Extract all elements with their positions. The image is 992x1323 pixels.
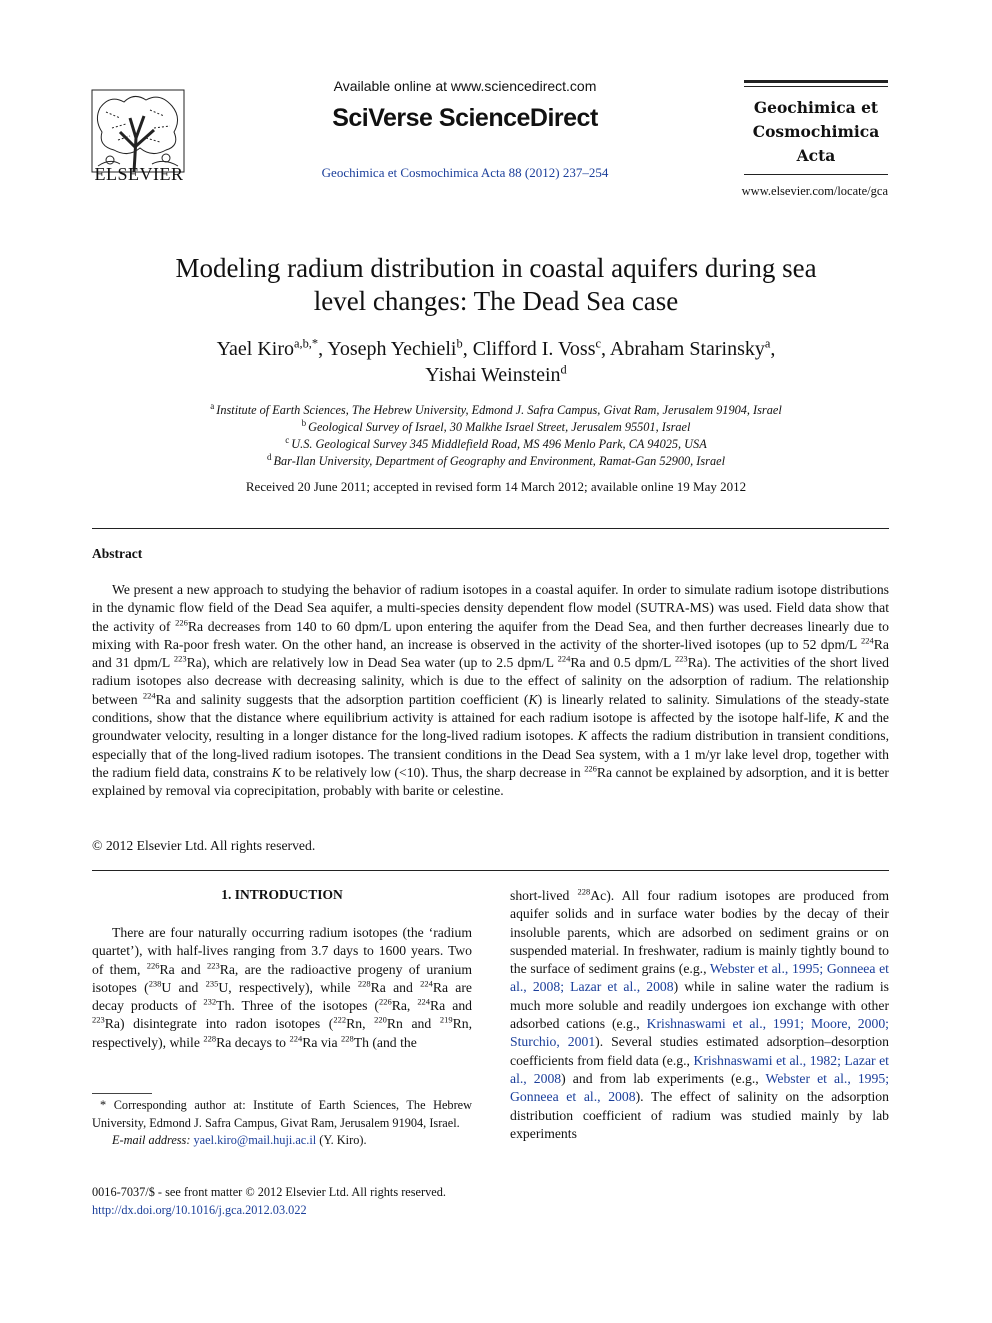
author-affiliation-marker: c bbox=[595, 336, 601, 351]
abstract-body: We present a new approach to studying the behavior of radium isotopes in a coastal aquifer. In order to simulate radium isotope distributions in the dynamic flow field of the Dead Sea aquifer, a multi-species density dependent flow model (SUTRA-MS) was used. Field data show that the activity of $^{226}$Ra decreases from 140 to 60 dpm/L upon entering the aquifer from the Dead Sea, and then further decreases linearly due to mixing with Ra-poor fresh water. On the other hand, an increase is observed in the activity of the shorter-lived isotopes (up to 52 dpm/L $^{224}$Ra and 31 dpm/L $^{223}$Ra), which are relatively low in Dead Sea water (up to 2.5 dpm/L $^{224}$Ra and 0.5 dpm/L $^{223}$Ra). The activities of the short lived radium isotopes also decrease with decreasing salinity, which is due to the effect of salinity on the adsorption of radium. The relationship between $^{224}$Ra and salinity suggests that the adsorption partition coefficient (K) is linearly related to salinity. Simulations of the steady-state conditions, show that the distance where equilibrium activity is attained for each radium isotope is affected by the isotope half-life, K and the groundwater velocity, resulting in a longer distance for the long-lived radium isotopes. K affects the radium distribution in transient conditions, especially that of the long-lived radium isotopes. The transient conditions in the Dead Sea system, with a 1 m/yr lake level drop, together with the radium field data, constrains K to be relatively low (<10). Thus, the sharp decrease in $^{226}$Ra cannot be explained by adsorption, and it is better explained by removal via coprecipitation, probably with barite or celestine. bbox=[92, 582, 890, 799]
author-name: Yishai Weinstein bbox=[425, 364, 561, 386]
citation-link[interactable]: Webster et al., 1995; Gonneea et al., 2008 bbox=[510, 1070, 889, 1105]
citation-link[interactable]: Krishnaswami et al., 1982; Lazar et al., 2008 bbox=[510, 1052, 889, 1086]
abstract-top-rule bbox=[92, 528, 889, 529]
article-title-line1: Modeling radium distribution in coastal aquifers during sea bbox=[175, 253, 817, 283]
journal-url[interactable]: www.elsevier.com/locate/gca bbox=[741, 184, 888, 198]
doi-link[interactable]: http://dx.doi.org/10.1016/j.gca.2012.03.022 bbox=[92, 1202, 307, 1217]
article-title-line2: level changes: The Dead Sea case bbox=[313, 286, 679, 316]
affiliation-text: Bar-Ilan University, Department of Geography and Environment, Ramat-Gan 52900, Israel bbox=[273, 454, 725, 468]
journal-rule-thick bbox=[744, 80, 888, 83]
received-dates: Received 20 June 2011; accepted in revised form 14 March 2012; available online 19 May 2012 bbox=[245, 479, 747, 494]
author-affiliation-marker: a bbox=[764, 336, 771, 351]
section-heading-introduction: 1. INTRODUCTION bbox=[221, 887, 343, 902]
footnote-star: * bbox=[100, 1098, 107, 1112]
affiliation bbox=[100, 436, 892, 453]
author-separator: , bbox=[601, 338, 610, 360]
journal-citation-link[interactable]: Geochimica et Cosmochimica Acta 88 (2012) 237–254 bbox=[321, 165, 609, 180]
citation-link[interactable]: Webster et al., 1995; Gonneea et al., 2008; Lazar et al., 2008 bbox=[510, 961, 889, 995]
email-label: E-mail address: bbox=[112, 1133, 191, 1147]
intro-left-column: There are four naturally occurring radium isotopes (the ‘radium quartet’), with half-lives ranging from 3.7 days to 1600 years. Two of them, $^{226}$Ra and $^{223}$Ra, are the radioactive progeny of uranium isotopes ($^{238}$U and $^{235}$U, respectively), while $^{228}$Ra and $^{224}$Ra are decay products of $^{232}$Th. Three of the isotopes ($^{226}$Ra, $^{224}$Ra and $^{223}$Ra) disintegrate into radon isotopes ($^{222}$Rn, $^{220}$Rn and $^{219}$Rn, respectively), while $^{228}$Ra decays to $^{224}$Ra via $^{228}$Th (and the bbox=[92, 925, 473, 1050]
author-name: Abraham Starinsky bbox=[609, 338, 765, 360]
corresponding-author-footnote bbox=[92, 1097, 472, 1150]
journal-title-line3: Acta bbox=[796, 146, 836, 165]
journal-title-line2: Cosmochimica bbox=[752, 122, 880, 141]
available-online-text: Available online at www.sciencedirect.com bbox=[333, 78, 597, 94]
affiliation-text: Geological Survey of Israel, 30 Malkhe Israel Street, Jerusalem 95501, Israel bbox=[308, 420, 691, 434]
journal-rule-thin bbox=[744, 86, 888, 87]
citation-link[interactable]: Krishnaswami et al., 1991; Moore, 2000; Sturchio, 2001 bbox=[510, 1016, 889, 1050]
affiliation-text: Institute of Earth Sciences, The Hebrew University, Edmond J. Safra Campus, Givat Ram, Jerusalem 91904, Israel bbox=[216, 403, 782, 417]
author-email-link[interactable]: yael.kiro@mail.huji.ac.il bbox=[193, 1133, 317, 1147]
affiliation-marker: d bbox=[267, 451, 272, 462]
affiliation bbox=[100, 453, 892, 470]
journal-title-line1: Geochimica et bbox=[753, 98, 879, 117]
footnote-text: Corresponding author at: Institute of Earth Sciences, The Hebrew University, Edmond J. Safra Campus, Givat Ram, Jerusalem 91904, Israel. bbox=[92, 1098, 472, 1130]
affiliation bbox=[100, 402, 892, 419]
author-name: Yoseph Yechieli bbox=[327, 338, 457, 360]
author-separator: , bbox=[770, 338, 776, 360]
author-affiliation-marker: d bbox=[560, 362, 567, 377]
author-separator: , bbox=[462, 338, 473, 360]
author-affiliation-marker: b bbox=[456, 336, 463, 351]
author-affiliation-marker: a,b,* bbox=[294, 336, 319, 351]
publisher-wordmark: ELSEVIER bbox=[94, 164, 184, 184]
intro-right-column: short-lived $^{228}$Ac). All four radium isotopes are produced from aquifer solids and in surface water bodies by the decay of their insoluble parents, which are adsorbed on sediment grains or on suspended material. In freshwater, radium is mainly tightly bound to the surface of sediment grains (e.g., Webster et al., 1995; Gonneea et al., 2008; Lazar et al., 2008) while in saline water the radium is much more soluble and readily undergoes ion exchange with other adsorbed cations (e.g., Krishnaswami et al., 1991; Moore, 2000; Sturchio, 2001). Several studies estimated adsorption–desorption coefficients from field data (e.g., Krishnaswami et al., 1982; Lazar et al., 2008) and from lab experiments (e.g., Webster et al., 1995; Gonneea et al., 2008). The effect of salinity on the adsorption distribution coefficient of radium was studied mainly by lab experiments bbox=[510, 886, 889, 1141]
abstract-copyright: © 2012 Elsevier Ltd. All rights reserved. bbox=[92, 838, 316, 853]
footnote-rule bbox=[92, 1093, 152, 1094]
affiliation-marker: b bbox=[301, 417, 307, 428]
sciencedirect-brand: SciVerse ScienceDirect bbox=[332, 104, 598, 132]
abstract-bottom-rule bbox=[92, 870, 889, 871]
email-suffix: (Y. Kiro). bbox=[319, 1133, 367, 1147]
affiliation-marker: a bbox=[210, 400, 215, 411]
author-name: Yael Kiro bbox=[216, 338, 295, 360]
author-separator: , bbox=[318, 338, 328, 360]
article-title bbox=[100, 252, 892, 318]
journal-title bbox=[744, 96, 888, 168]
author-name: Clifford I. Voss bbox=[472, 338, 596, 360]
affiliation-marker: c bbox=[285, 434, 290, 445]
affiliation bbox=[100, 419, 892, 436]
issn-line: 0016-7037/$ - see front matter © 2012 Elsevier Ltd. All rights reserved. bbox=[92, 1185, 446, 1199]
abstract-heading: Abstract bbox=[92, 546, 143, 561]
author-list bbox=[100, 336, 892, 388]
affiliation-list bbox=[100, 402, 892, 470]
affiliation-text: U.S. Geological Survey 345 Middlefield Road, MS 496 Menlo Park, CA 94025, USA bbox=[291, 437, 707, 451]
journal-rule-bottom bbox=[744, 174, 888, 175]
issn-block bbox=[92, 1184, 532, 1219]
